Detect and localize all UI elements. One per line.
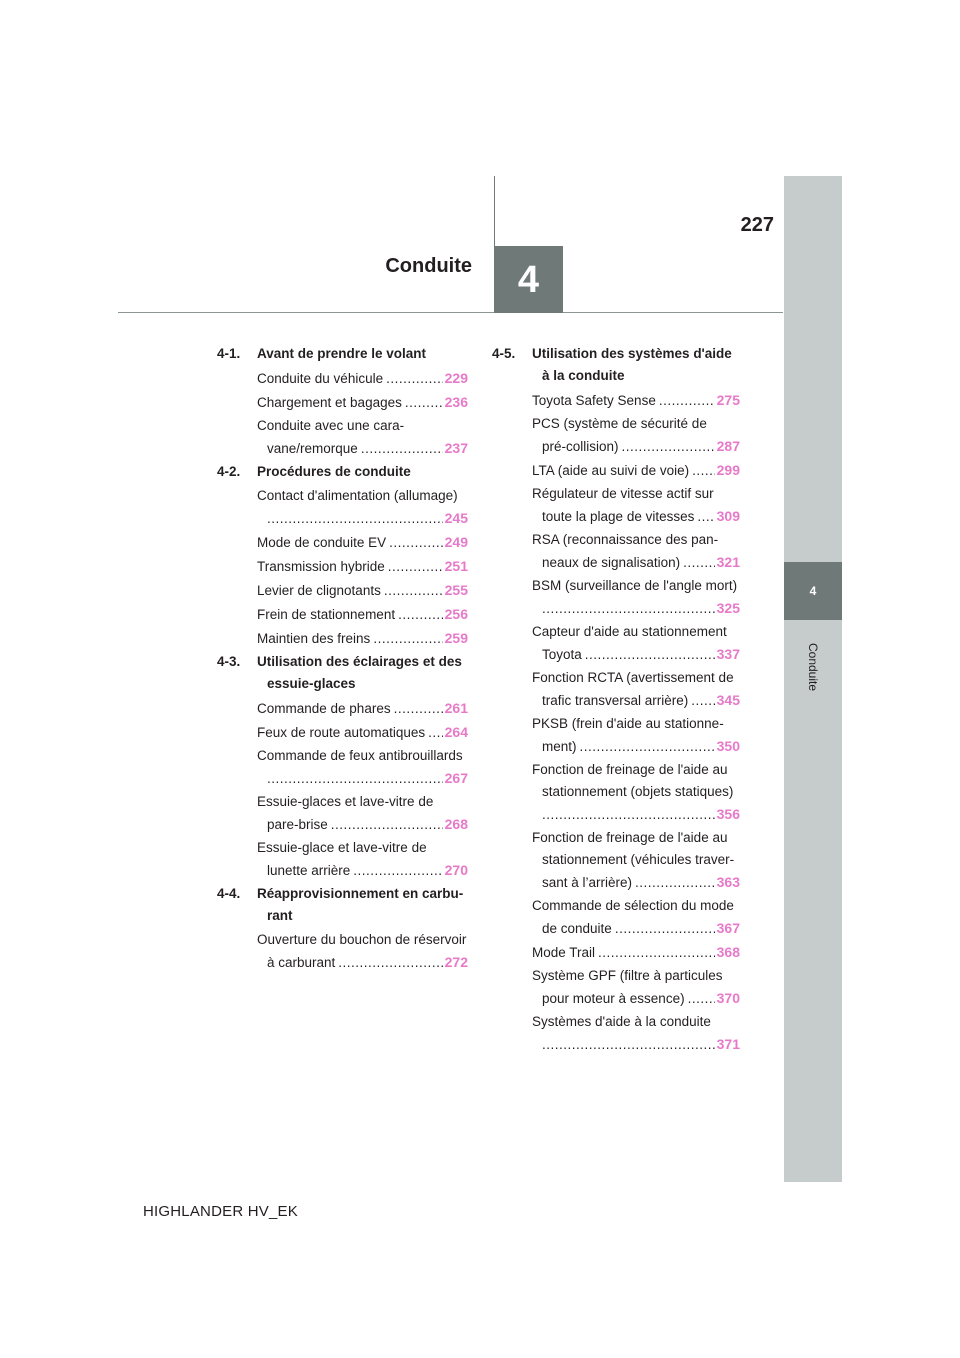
- toc-entry-label: Feux de route automatiques: [257, 725, 426, 740]
- toc-entry-leader: [689, 460, 715, 482]
- toc-section-title: [257, 883, 468, 927]
- toc-entry-label: toute la plage de vitesses: [542, 509, 695, 524]
- toc-section-title: [257, 651, 468, 695]
- toc-section-title-line: essuie-glaces: [267, 676, 356, 691]
- header-horizontal-rule: [118, 312, 783, 313]
- toc-entry[interactable]: [492, 483, 740, 528]
- toc-entry[interactable]: [217, 745, 468, 790]
- toc-entry-page-link[interactable]: 264: [444, 724, 468, 740]
- toc-entry-label: pare-brise: [267, 817, 328, 832]
- toc-entry-leader: [391, 698, 443, 720]
- toc-entry-label: Mode Trail: [532, 945, 596, 960]
- toc-entry-leader: [632, 872, 715, 894]
- toc-entry[interactable]: [217, 555, 468, 578]
- toc-entry-row: [257, 767, 468, 790]
- toc-entry-page-link[interactable]: 251: [444, 558, 468, 574]
- toc-entry-page-link[interactable]: 368: [716, 944, 740, 960]
- toc-entry-page-link[interactable]: 259: [444, 630, 468, 646]
- toc-entry-page-link[interactable]: 275: [716, 392, 740, 408]
- toc-entry-label: Régulateur de vitesse actif sur: [532, 486, 714, 501]
- toc-entry-label: Maintien des freins: [257, 631, 371, 646]
- toc-entry-row: [532, 597, 740, 620]
- toc-entry[interactable]: [217, 579, 468, 602]
- toc-entry[interactable]: [492, 1011, 740, 1056]
- toc-entry-label: LTA (aide au suivi de voie): [532, 463, 690, 478]
- toc-entry-leader: [383, 368, 443, 390]
- toc-entry-label: à carburant: [267, 955, 336, 970]
- toc-entry[interactable]: [492, 965, 740, 1010]
- toc-entry-label: Chargement et bagages: [257, 395, 402, 410]
- header-vertical-rule: [494, 176, 495, 246]
- toc-entry-page-link[interactable]: 255: [444, 582, 468, 598]
- toc-entry[interactable]: [492, 713, 740, 758]
- toc-entry-leader: [385, 556, 443, 578]
- chapter-title: Conduite: [385, 255, 472, 277]
- toc-entry-row: [257, 859, 468, 882]
- toc-entry[interactable]: [492, 895, 740, 940]
- toc-entry-leader: [267, 508, 443, 530]
- toc-entry-label: pré-collision): [542, 439, 619, 454]
- toc-entry-page-link[interactable]: 267: [444, 770, 468, 786]
- page-number: 227: [740, 214, 774, 236]
- toc-entry-row: [532, 917, 740, 940]
- toc-entry-page-link[interactable]: 325: [716, 600, 740, 616]
- toc-entry-row: [257, 437, 468, 460]
- toc-entry-row: [257, 813, 468, 836]
- toc-entry-row: [257, 697, 468, 720]
- toc-section-title-line: Réapprovisionnement en carbu-: [257, 886, 464, 901]
- toc-section-heading[interactable]: [217, 343, 468, 367]
- toc-entry[interactable]: [217, 531, 468, 554]
- toc-entry-leader: [656, 390, 715, 412]
- toc-entry-leader: [688, 690, 714, 712]
- toc-entry-leader: [685, 988, 715, 1010]
- toc-entry[interactable]: [492, 827, 740, 894]
- toc-entry[interactable]: [217, 721, 468, 744]
- toc-entry[interactable]: [217, 603, 468, 626]
- toc-entry-page-link[interactable]: 256: [444, 606, 468, 622]
- toc-entry-label: de conduite: [542, 921, 612, 936]
- toc-entry-page-link[interactable]: 270: [444, 862, 468, 878]
- toc-entry-row: [532, 1033, 740, 1056]
- toc-section-number: 4-2.: [217, 464, 241, 479]
- toc-entry-row: [532, 643, 740, 666]
- toc-entry-page-link[interactable]: 321: [716, 554, 740, 570]
- toc-entry-label: Fonction de freinage de l'aide au: [532, 830, 728, 845]
- toc-entry-leader: [577, 736, 715, 758]
- toc-entry-label: Toyota: [542, 647, 582, 662]
- toc-section-heading[interactable]: [217, 883, 468, 929]
- toc-section-heading[interactable]: [217, 651, 468, 697]
- toc-entry-page-link[interactable]: 272: [444, 954, 468, 970]
- toc-entry[interactable]: [217, 485, 468, 530]
- toc-entry-label: Système GPF (filtre à particules: [532, 968, 723, 983]
- toc-entry-label: Commande de feux antibrouillards: [257, 748, 463, 763]
- toc-entry-row: [532, 389, 740, 412]
- toc-entry-row: [257, 627, 468, 650]
- side-thumb-label: Conduite: [806, 642, 820, 692]
- toc-entry-row: [257, 531, 468, 554]
- toc-entry-row: [532, 941, 740, 964]
- toc-entry-label: vane/remorque: [267, 441, 358, 456]
- toc-entry[interactable]: [217, 791, 468, 836]
- toc-entry-page-link[interactable]: 268: [444, 816, 468, 832]
- toc-entry-label: ment): [542, 739, 577, 754]
- toc-entry-row: [532, 871, 740, 894]
- toc-section: [217, 461, 468, 650]
- toc-entry-row: [257, 367, 468, 390]
- toc-section-heading[interactable]: [492, 343, 740, 389]
- toc-entry-label: lunette arrière: [267, 863, 351, 878]
- toc-entry-leader: [386, 532, 443, 554]
- toc-entry-label: Systèmes d'aide à la conduite: [532, 1014, 711, 1029]
- toc-entry-label: Essuie-glace et lave-vitre de: [257, 840, 427, 855]
- toc-entry-label: Capteur d'aide au stationnement: [532, 624, 727, 639]
- toc-entry[interactable]: [492, 941, 740, 964]
- toc-entry[interactable]: [217, 415, 468, 460]
- toc-entry-label: pour moteur à essence): [542, 991, 685, 1006]
- toc-section-number: 4-5.: [492, 346, 516, 361]
- toc-entry-label: Contact d'alimentation (allumage): [257, 488, 458, 503]
- toc-entry-label: Commande de phares: [257, 701, 391, 716]
- toc-entry-leader: [358, 438, 443, 460]
- toc-entry-label: Frein de stationnement: [257, 607, 396, 622]
- toc-entry[interactable]: [492, 389, 740, 412]
- toc-entry-page-link[interactable]: 236: [444, 394, 468, 410]
- toc-entry-label: Mode de conduite EV: [257, 535, 387, 550]
- toc-entry-leader: [542, 598, 715, 620]
- toc-entry-page-link[interactable]: 229: [444, 370, 468, 386]
- toc-entry[interactable]: [492, 621, 740, 666]
- toc-section-heading[interactable]: [217, 461, 468, 485]
- toc-entry[interactable]: [217, 367, 468, 390]
- toc-entry-label: neaux de signalisation): [542, 555, 681, 570]
- toc-entry-leader: [612, 918, 715, 940]
- toc-entry[interactable]: [217, 697, 468, 720]
- toc-entry-row: [257, 951, 468, 974]
- toc-entry-leader: [335, 952, 442, 974]
- toc-entry-page-link[interactable]: 249: [444, 534, 468, 550]
- toc-section-title-line: Utilisation des éclairages et des: [257, 654, 462, 669]
- toc-entry-label: Commande de sélection du mode: [532, 898, 734, 913]
- toc-entry-row: [532, 551, 740, 574]
- toc-entry-row: [532, 689, 740, 712]
- toc-entry-label: stationnement (objets statiques): [542, 784, 734, 799]
- toc-entry-page-link[interactable]: 363: [716, 874, 740, 890]
- toc-entry-leader: [595, 942, 715, 964]
- toc-section-title-line: Procédures de conduite: [257, 464, 411, 479]
- toc-entry-row: [532, 505, 740, 528]
- toc-section-title: [532, 343, 740, 387]
- toc-entry-leader: [542, 1034, 715, 1056]
- toc-section: [217, 883, 468, 974]
- toc-section: [492, 343, 740, 1056]
- toc-entry[interactable]: [217, 627, 468, 650]
- toc-entry-leader: [542, 804, 715, 826]
- toc-entry-page-link[interactable]: 350: [716, 738, 740, 754]
- toc-entry-row: [257, 391, 468, 414]
- toc-entry-leader: [370, 628, 442, 650]
- toc-entry-label: Levier de clignotants: [257, 583, 381, 598]
- toc-entry-label: Essuie-glaces et lave-vitre de: [257, 794, 434, 809]
- toc-entry-label: PKSB (frein d'aide au stationne-: [532, 716, 724, 731]
- toc-entry-label: PCS (système de sécurité de: [532, 416, 707, 431]
- toc-entry[interactable]: [492, 759, 740, 826]
- toc-entry-label: Toyota Safety Sense: [532, 393, 656, 408]
- toc-section-title-line: rant: [267, 908, 293, 923]
- toc-entry-page-link[interactable]: 299: [716, 462, 740, 478]
- toc-entry[interactable]: [492, 459, 740, 482]
- toc-section-title: [257, 343, 468, 365]
- toc-section-title-line: Utilisation des systèmes d'aide: [532, 346, 732, 361]
- toc-entry-leader: [425, 722, 443, 744]
- toc-entry-leader: [267, 768, 443, 790]
- toc-entry[interactable]: [492, 575, 740, 620]
- toc-column-right: [492, 343, 740, 1057]
- toc-entry-row: [257, 555, 468, 578]
- toc-entry[interactable]: [217, 837, 468, 882]
- toc-entry-label: trafic transversal arrière): [542, 693, 689, 708]
- toc-entry-row: [532, 435, 740, 458]
- toc-entry-row: [257, 721, 468, 744]
- footer-model: HIGHLANDER HV_EK: [143, 1203, 298, 1220]
- toc-entry-page-link[interactable]: 367: [716, 920, 740, 936]
- toc-entry-leader: [395, 604, 443, 626]
- toc-entry-leader: [402, 392, 443, 414]
- toc-entry-page-link[interactable]: 371: [716, 1036, 740, 1052]
- toc-entry-page-link[interactable]: 337: [716, 646, 740, 662]
- toc-entry-page-link[interactable]: 261: [444, 700, 468, 716]
- toc-section-title: [257, 461, 468, 483]
- toc-entry-leader: [582, 644, 715, 666]
- toc-entry-page-link[interactable]: 245: [444, 510, 468, 526]
- toc-entry-label: Fonction de freinage de l'aide au: [532, 762, 728, 777]
- toc-entry-label: sant à l’arrière): [542, 875, 633, 890]
- toc-entry-label: stationnement (véhicules traver-: [542, 852, 735, 867]
- toc-entry[interactable]: [492, 667, 740, 712]
- toc-entry-label: BSM (surveillance de l'angle mort): [532, 578, 738, 593]
- toc-entry-leader: [694, 506, 714, 528]
- toc-entry-label: Conduite du véhicule: [257, 371, 384, 386]
- toc-section: [217, 343, 468, 460]
- toc-section-title-line: Avant de prendre le volant: [257, 346, 427, 361]
- toc-entry[interactable]: [492, 413, 740, 458]
- toc-entry-page-link[interactable]: 287: [716, 438, 740, 454]
- toc-entry-row: [532, 803, 740, 826]
- toc-column-left: [217, 343, 468, 975]
- toc-entry-label: Ouverture du bouchon de réservoir: [257, 932, 467, 947]
- toc-section: [217, 651, 468, 882]
- toc-entry-row: [532, 987, 740, 1010]
- toc-entry-label: Fonction RCTA (avertissement de: [532, 670, 734, 685]
- toc-entry-page-link[interactable]: 309: [716, 508, 740, 524]
- toc-entry-leader: [350, 860, 442, 882]
- toc-entry-row: [532, 735, 740, 758]
- toc-section-title-line: à la conduite: [542, 368, 625, 383]
- toc-entry-leader: [619, 436, 715, 458]
- side-thumb-tab[interactable]: 4: [784, 562, 842, 620]
- toc-entry-page-link[interactable]: 356: [716, 806, 740, 822]
- toc-entry[interactable]: [217, 391, 468, 414]
- toc-entry-row: [532, 459, 740, 482]
- toc-entry-page-link[interactable]: 345: [716, 692, 740, 708]
- toc-entry-row: [257, 579, 468, 602]
- toc-entry-leader: [328, 814, 443, 836]
- toc-entry-page-link[interactable]: 237: [444, 440, 468, 456]
- chapter-number-box: 4: [494, 246, 563, 313]
- toc-entry[interactable]: [492, 529, 740, 574]
- toc-entry-page-link[interactable]: 370: [716, 990, 740, 1006]
- toc-section-number: 4-4.: [217, 886, 241, 901]
- toc-entry-leader: [680, 552, 715, 574]
- toc-entry-label: Conduite avec une cara-: [257, 418, 405, 433]
- toc-section-number: 4-3.: [217, 654, 241, 669]
- toc-entry-label: Transmission hybride: [257, 559, 385, 574]
- toc-entry[interactable]: [217, 929, 468, 974]
- toc-section-number: 4-1.: [217, 346, 241, 361]
- toc-entry-label: RSA (reconnaissance des pan-: [532, 532, 719, 547]
- toc-entry-leader: [381, 580, 443, 602]
- toc-entry-row: [257, 507, 468, 530]
- toc-entry-row: [257, 603, 468, 626]
